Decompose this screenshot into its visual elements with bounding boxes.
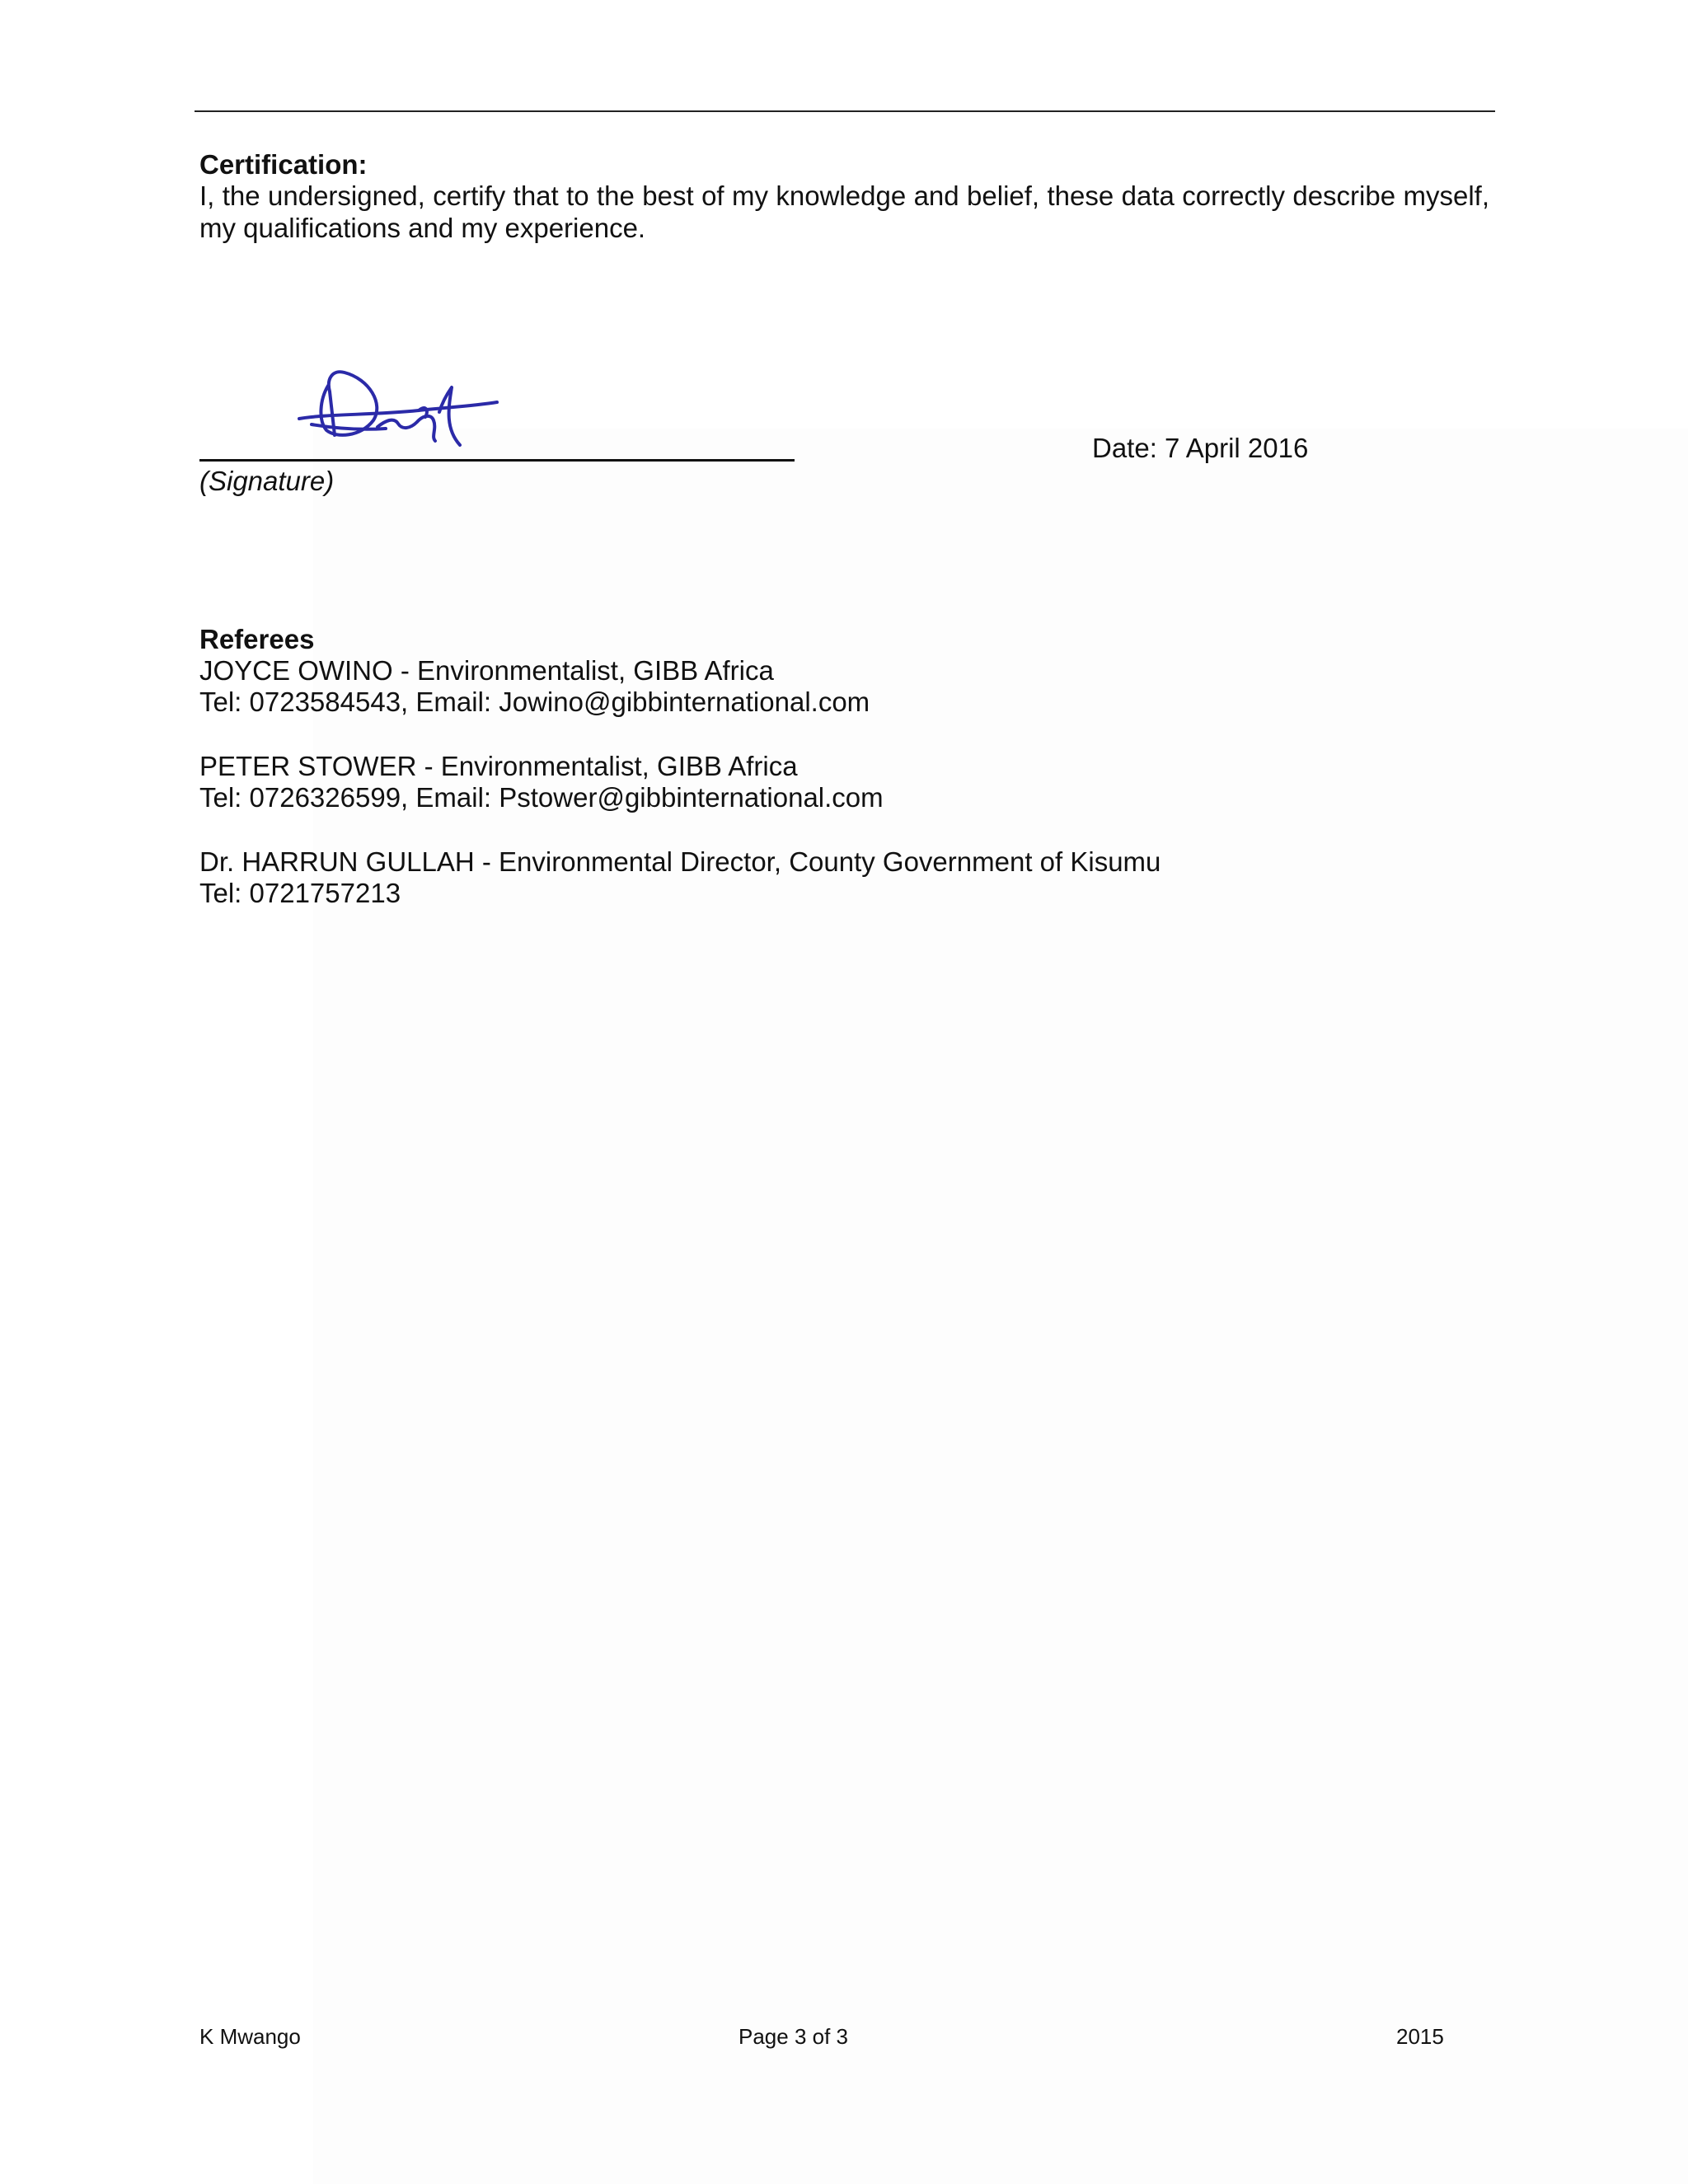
referee-2-name: PETER STOWER - Environmentalist, GIBB Africa	[199, 751, 798, 781]
footer-author: K Mwango	[199, 2024, 301, 2049]
referee-1-contact: Tel: 0723584543, Email: Jowino@gibbinternational.com	[199, 687, 870, 717]
referee-3-name: Dr. HARRUN GULLAH - Environmental Director, County Government of Kisumu	[199, 846, 1161, 877]
signature-label: (Signature)	[199, 466, 335, 496]
signature-scribble	[295, 363, 501, 453]
signature-image	[295, 363, 501, 453]
referee-2-contact: Tel: 0726326599, Email: Pstower@gibbinternational.com	[199, 782, 884, 813]
certification-body: I, the undersigned, certify that to the best of my knowledge and belief, these data correctly describe myself, my qualifications and my experience.	[199, 180, 1489, 243]
referee-1-name: JOYCE OWINO - Environmentalist, GIBB Africa	[199, 655, 774, 686]
referees-heading: Referees	[199, 624, 315, 654]
footer-page-number: Page 3 of 3	[738, 2024, 848, 2049]
header-rule	[195, 110, 1495, 112]
page-background	[0, 0, 313, 2184]
footer-year: 2015	[1396, 2024, 1444, 2049]
signature-line	[199, 459, 795, 462]
signature-date: Date: 7 April 2016	[1092, 433, 1309, 463]
certification-title: Certification:	[199, 149, 368, 180]
referee-3-contact: Tel: 0721757213	[199, 878, 401, 908]
